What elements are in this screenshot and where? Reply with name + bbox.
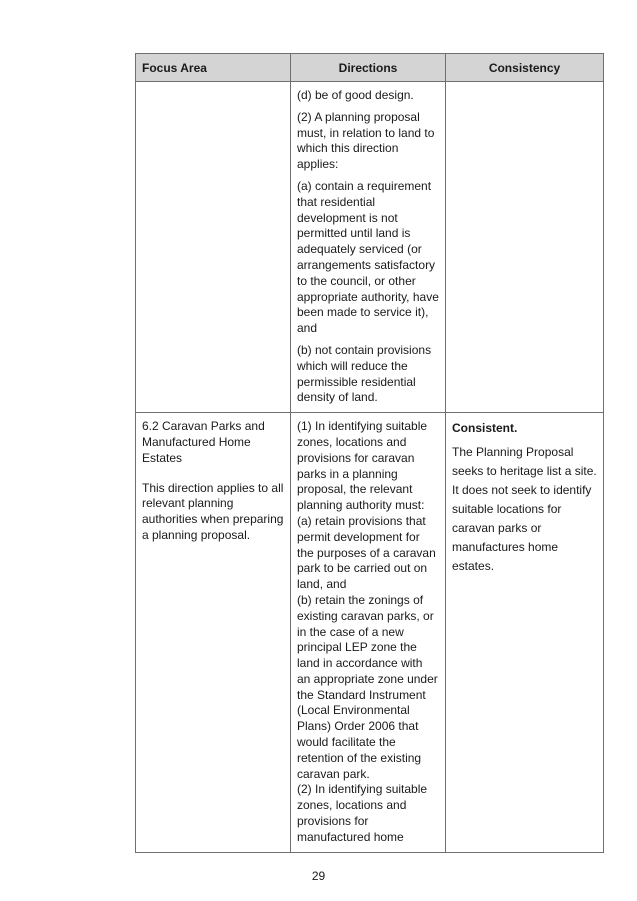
- directions-table: [135, 53, 604, 853]
- focus-title: 6.2 Caravan Parks and Manufactured Home Estates: [142, 419, 265, 465]
- table-row: [136, 413, 604, 853]
- direction-paragraph: (2) In identifying suitable zones, locations and provisions for manufactured home: [297, 782, 428, 844]
- consistency-cell: [446, 413, 604, 853]
- directions-cell: [291, 82, 446, 413]
- consistency-cell: [446, 82, 604, 413]
- consistency-status: Consistent.: [452, 421, 518, 436]
- direction-paragraph: (d) be of good design.: [297, 88, 414, 102]
- focus-cell: [136, 413, 291, 853]
- focus-description: This direction applies to all relevant planning authorities when preparing a planning proposal.: [142, 480, 284, 542]
- table-row: [136, 82, 604, 413]
- header-focus-area: Focus Area: [136, 54, 291, 82]
- direction-paragraph: (1) In identifying suitable zones, locations and provisions for caravan parks in a planning proposal, the relevant planning authority must:: [297, 419, 428, 513]
- direction-paragraph: (a) retain provisions that permit development for the purposes of a caravan park to be carried out on land, and: [297, 513, 436, 592]
- directions-cell: [291, 413, 446, 853]
- direction-paragraph: (b) not contain provisions which will reduce the permissible residential density of land.: [297, 342, 432, 405]
- table-header-row: [136, 54, 604, 82]
- header-consistency: Consistency: [446, 54, 604, 82]
- focus-cell: [136, 82, 291, 413]
- direction-paragraph: (2) A planning proposal must, in relation to land to which this direction applies:: [297, 109, 435, 172]
- consistency-text: The Planning Proposal seeks to heritage list a site. It does not seek to identify suitable locations for caravan parks or manufactures home estates.: [452, 445, 597, 574]
- page-number: 29: [311, 869, 326, 883]
- direction-paragraph: (b) retain the zonings of existing caravan parks, or in the case of a new principal LEP zone the land in accordance with an appropriate zone under the Standard Instrument (Local Environmental Plans) Order 2006 that would facilitate the retention of the existing caravan park.: [297, 592, 438, 781]
- header-directions: Directions: [291, 54, 446, 82]
- direction-paragraph: (a) contain a requirement that residential development is not permitted until land is adequately serviced (or arrangements satisfactory to the council, or other appropriate authority, have been made to service it), and: [297, 178, 439, 336]
